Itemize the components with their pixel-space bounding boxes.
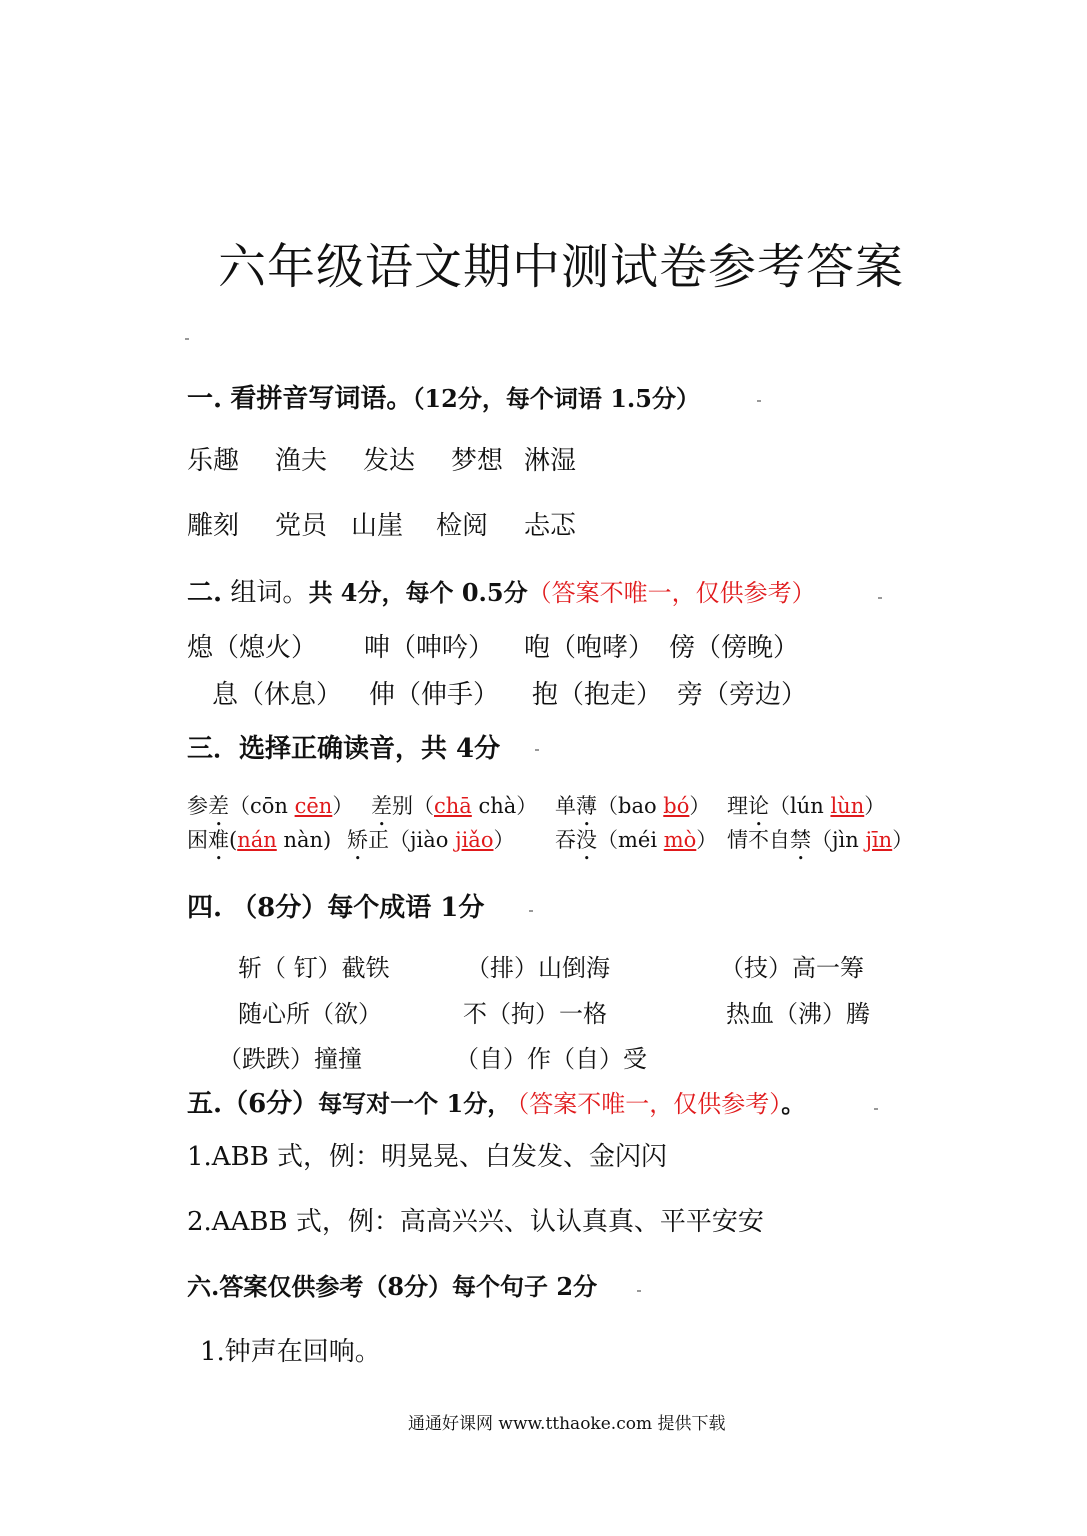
pinyin-option: nàn) — [276, 828, 332, 852]
word-group: 咆（咆哮） — [524, 633, 655, 663]
pinyin-option: （cōn — [229, 794, 295, 818]
word-group: 息（休息） — [212, 680, 343, 710]
dotted-char: 差 — [371, 794, 392, 818]
pinyin-open: （ — [413, 794, 434, 818]
section-1-note: （12分，每个词语 1.5分） — [412, 384, 700, 413]
idiom: （跌跌）撞撞 — [218, 1045, 362, 1073]
word: 党员 — [275, 511, 328, 541]
section-5-end: 。 — [781, 1089, 806, 1118]
dotted-char: 没 — [576, 828, 597, 852]
pinyin-close: ） — [864, 794, 886, 818]
pinyin-answer: jīn — [865, 828, 893, 852]
word-char: 情不自 — [727, 828, 790, 852]
idiom: 斩（ 钉）截铁 — [238, 954, 390, 982]
section-2-disclaimer: （答案不唯一，仅供参考） — [527, 579, 816, 607]
layout-mark — [878, 597, 882, 599]
dotted-char: 差 — [208, 794, 229, 818]
pinyin-answer: cēn — [294, 794, 333, 818]
word-group: 旁（旁边） — [677, 680, 808, 710]
idiom: （排）山倒海 — [466, 954, 610, 982]
idiom: （技）高一筹 — [720, 954, 864, 982]
pinyin-answer: bó — [663, 794, 690, 818]
page-title: 六年级语文期中测试卷参考答案 — [218, 239, 905, 295]
pinyin-option: （lún — [769, 794, 831, 818]
word-char: 正 — [368, 828, 389, 852]
section-4-heading — [187, 887, 484, 924]
section-6-line-1: 1.钟声在回响。 — [200, 1337, 381, 1367]
section-1-title: 看拼音写词语。 — [230, 384, 413, 414]
pinyin-option: chà） — [471, 794, 538, 818]
layout-mark — [757, 400, 761, 402]
section-2-heading — [187, 572, 816, 609]
pinyin-close: ） — [689, 794, 711, 818]
layout-mark — [535, 749, 539, 751]
pinyin-option: （jìn — [811, 828, 866, 852]
section-5-line-2: 2.AABB 式，例：高高兴兴、认认真真、平平安安 — [187, 1207, 764, 1237]
word-char: 单 — [555, 794, 576, 818]
word: 乐趣 — [187, 446, 240, 476]
pinyin-close: ） — [696, 828, 718, 852]
section-6-heading: 六.答案仅供参考（8分）每个句子 2分 — [187, 1272, 598, 1301]
section-5-heading — [187, 1083, 805, 1120]
section-5-line-1: 1.ABB 式，例：明晃晃、白发发、金闪闪 — [187, 1142, 668, 1172]
word: 梦想 — [451, 446, 504, 476]
word: 忐忑 — [524, 511, 577, 541]
section-4-number: 四. — [187, 893, 223, 923]
word-group: 呻（呻吟） — [364, 633, 495, 663]
pinyin-item — [187, 824, 331, 865]
pinyin-close: ） — [493, 828, 515, 852]
pinyin-close: ） — [332, 794, 354, 818]
idiom: 热血（沸）腾 — [726, 1000, 870, 1028]
pinyin-answer: jiǎo — [455, 828, 494, 852]
word-char: 参 — [187, 794, 208, 818]
pinyin-item — [555, 824, 717, 865]
pinyin-item — [347, 824, 514, 865]
pinyin-item — [727, 824, 913, 865]
dotted-char: 矫 — [347, 828, 368, 852]
word: 淋湿 — [524, 446, 577, 476]
word: 山崖 — [351, 511, 404, 541]
dotted-char: 难 — [208, 828, 229, 852]
section-1-number: 一. — [187, 384, 223, 414]
pinyin-option: （méi — [597, 828, 664, 852]
pinyin-option: （bao — [597, 794, 664, 818]
section-2-number: 二. — [187, 578, 223, 608]
section-5-number: 五. — [187, 1089, 223, 1119]
word: 雕刻 — [187, 511, 240, 541]
section-5-title: （6分） — [222, 1089, 319, 1119]
pinyin-answer: lùn — [830, 794, 865, 818]
pinyin-close: ） — [892, 828, 914, 852]
word-char: 吞 — [555, 828, 576, 852]
dotted-char: 禁 — [790, 828, 811, 852]
pinyin-open: ( — [229, 828, 238, 852]
section-5-disclaimer: （答案不唯一，仅供参考） — [517, 1090, 782, 1118]
pinyin-answer: nán — [237, 828, 277, 852]
section-5-note: 每写对一个 1分， — [318, 1089, 512, 1118]
dotted-char: 薄 — [576, 794, 597, 818]
idiom: （自）作（自）受 — [455, 1045, 647, 1073]
footer-credit: 通通好课网 www.tthaoke.com 提供下载 — [408, 1414, 726, 1434]
word: 发达 — [363, 446, 416, 476]
layout-mark — [185, 338, 189, 340]
word: 渔夫 — [275, 446, 328, 476]
word-char: 理 — [727, 794, 748, 818]
section-2-title: 组词。 — [230, 578, 309, 608]
pinyin-option: （jiào — [389, 828, 456, 852]
idiom: 不（拘）一格 — [463, 1000, 607, 1028]
word-group: 伸（伸手） — [369, 680, 500, 710]
word-group: 抱（抱走） — [532, 680, 663, 710]
word-char: 困 — [187, 828, 208, 852]
word-char: 别 — [392, 794, 413, 818]
layout-mark — [637, 1290, 641, 1292]
word-group: 熄（熄火） — [187, 633, 318, 663]
pinyin-answer: mò — [663, 828, 697, 852]
pinyin-answer: chā — [434, 794, 472, 818]
section-4-title: （8分）每个成语 1分 — [231, 893, 485, 923]
word: 检阅 — [436, 511, 489, 541]
idiom: 随心所（欲） — [238, 1000, 382, 1028]
dotted-char: 论 — [748, 794, 769, 818]
layout-mark — [529, 910, 533, 912]
word-group: 傍（傍晚） — [669, 633, 800, 663]
section-1-heading — [187, 378, 700, 415]
layout-mark — [874, 1108, 878, 1110]
section-3-heading: 三．选择正确读音，共 4分 — [187, 734, 501, 764]
section-2-note: 共 4分，每个 0.5分 — [308, 578, 528, 607]
